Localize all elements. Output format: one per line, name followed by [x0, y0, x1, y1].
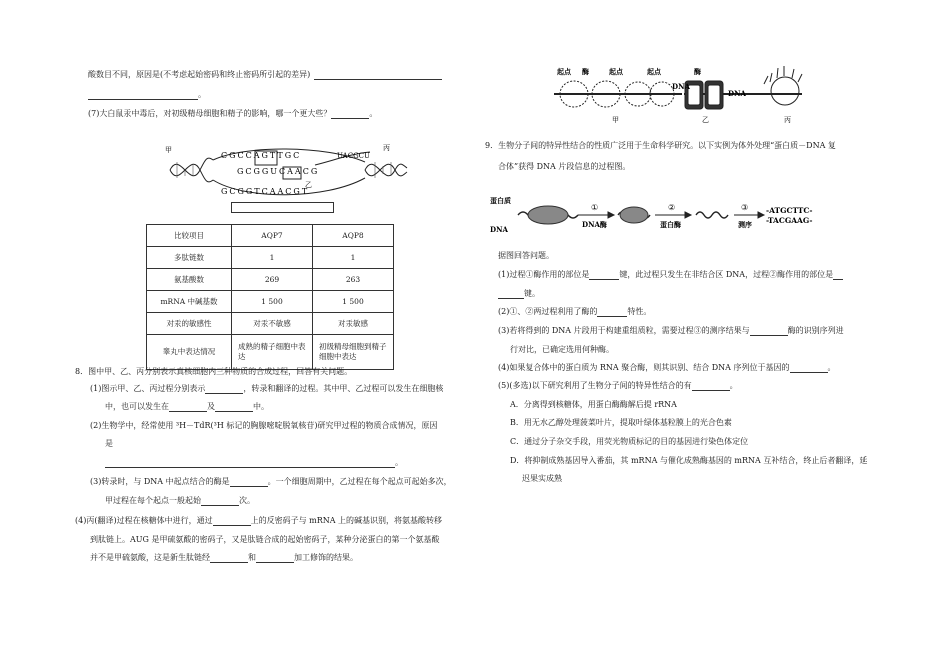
aqp-comparison-table	[146, 224, 394, 370]
table-cell: 成熟的精子细胞中表达	[232, 335, 313, 370]
figure-caption-box	[231, 202, 334, 213]
question-9-a: 9．生物分子间的特异性结合的性质广泛用于生命科学研究。以下实例为体外处理“蛋白质－DNA 复	[485, 141, 836, 150]
table-row	[147, 269, 394, 291]
table-cell: 对汞不敏感	[232, 313, 313, 335]
question-9-3a: (3)若将得到的 DNA 片段用于构建重组质粒，需要过程③的测序结果与 酶的识别序列进	[498, 326, 844, 335]
question-8-2c: 。	[105, 457, 403, 468]
question-8-2a: (2)生物学中，经常使用 ³H－TdR(³H 标记的胸腺嘧啶脱氧核苷)研究甲过程的物质合成情况，原因	[90, 421, 438, 430]
table-header: AQP8	[313, 225, 394, 247]
label-dna-1: DNA	[672, 82, 690, 91]
table-cell: 初级精母细胞到精子细胞中表达	[313, 335, 394, 370]
question-8-3c: 甲过程在每个起点一般起始 次。	[105, 496, 255, 505]
table-cell: 263	[313, 269, 394, 291]
table-row	[147, 247, 394, 269]
table-row	[147, 335, 394, 370]
label-sequencing: 测序	[738, 220, 752, 229]
enzyme-protease: 蛋白酶	[660, 220, 681, 229]
label-jia: 甲	[165, 146, 172, 154]
question-9-5: (5)(多选)以下研究利用了生物分子间的特异性结合的有 。	[498, 381, 738, 390]
enzyme-dnase: DNA酶	[582, 220, 607, 229]
question-8-1a: (1)图示甲、乙、丙过程分别表示 ，转录和翻译的过程。其中甲、乙过程可以发生在细胞核	[90, 384, 444, 393]
option-b: B．用无水乙醇处理菠菜叶片，提取叶绿体基粒膜上的光合色素	[510, 418, 732, 427]
question-8-2b: 是	[105, 439, 113, 448]
option-c: C．通过分子杂交手段，用荧光物质标记的目的基因进行染色体定位	[510, 437, 749, 446]
protein-dna-process-figure	[490, 195, 820, 235]
label-bing: 丙	[784, 116, 791, 124]
question-8-1c: 中，也可以发生在 及 中。	[105, 402, 269, 411]
table-cell: 1 500	[313, 291, 394, 313]
table-cell: 1	[232, 247, 313, 269]
table-cell: 1	[313, 247, 394, 269]
rna-tail: UACGCU	[337, 152, 370, 160]
top-sequence: CGCCAGTTGC	[221, 151, 302, 160]
question-9-2: (2)①、②两过程利用了酶的 特性。	[498, 307, 652, 316]
table-row	[147, 291, 394, 313]
sequence-2: -TACGAAG-	[766, 216, 813, 225]
option-d-2: 迟果实成熟	[522, 474, 562, 483]
step-1: ①	[591, 203, 599, 212]
mid-sequence: GCGGUCAACG	[237, 167, 320, 176]
question-8-intro: 8．图中甲、乙、丙分别表示真核细胞内三种物质的合成过程，回答有关问题。	[75, 367, 353, 376]
table-cell: 1 500	[232, 291, 313, 313]
table-header: AQP7	[232, 225, 313, 247]
question-9-1a: (1)过程①酶作用的部位是 键，此过程只发生在非结合区 DNA，过程②酶作用的部位是	[498, 269, 843, 280]
label-dna-2: DNA	[728, 89, 746, 98]
option-a: A．分离得到核糖体，用蛋白酶酶解后提 rRNA	[510, 400, 677, 409]
table-cell: 269	[232, 269, 313, 291]
table-cell: 睾丸中表达情况	[147, 335, 232, 370]
q-prev-line-2: 。	[88, 89, 206, 100]
table-cell: 对汞敏感	[313, 313, 394, 335]
table-cell: mRNA 中碱基数	[147, 291, 232, 313]
table-cell: 多肽链数	[147, 247, 232, 269]
label-qidian-2: 起点	[609, 67, 623, 76]
label-jia: 甲	[612, 116, 619, 124]
question-8-4a: (4)丙(翻译)过程在核糖体中进行，通过 上的反密码子与 mRNA 上的碱基识别，将氨基酸转移	[75, 516, 443, 525]
bottom-sequence: GCGGTCAACGT	[221, 187, 310, 196]
step-2: ②	[668, 203, 676, 212]
label-qidian-3: 起点	[647, 67, 661, 76]
replication-figure	[552, 64, 822, 126]
question-9-3c: 行对比，已确定选用何种酶。	[510, 345, 614, 354]
question-9-intro: 据图回答问题。	[498, 251, 554, 260]
label-protein: 蛋白质	[490, 196, 511, 205]
label-dna: DNA	[490, 225, 508, 234]
table-header: 比较项目	[147, 225, 232, 247]
label-bing: 丙	[383, 144, 390, 152]
question-8-4c: 到肽链上。AUG 是甲硫氨酸的密码子，又是肽链合成的起始密码子，某种分泌蛋白的第一个氨基酸	[90, 535, 440, 544]
label-mei-2: 酶	[694, 67, 701, 76]
sequence-1: -ATGCTTC-	[766, 206, 813, 215]
label-yi: 乙	[702, 116, 709, 124]
step-3: ③	[741, 203, 749, 212]
question-8-3a: (3)转录时，与 DNA 中起点结合的酶是 。一个细胞周期中，乙过程在每个起点可起始多次，	[90, 477, 452, 486]
q-prev-line-1: 酸数目不同，原因是(不考虑起始密码和终止密码所引起的差异)	[88, 69, 442, 80]
question-8-4d: 并不是甲硫氨酸，这是新生肽链经 和 加工修饰的结果。	[90, 553, 358, 562]
option-d-1: D．将抑制成熟基因导入番茄，其 mRNA 与催化成熟酶基因的 mRNA 互补结合，终止后者翻译，延	[510, 456, 868, 465]
table-row	[147, 313, 394, 335]
table-cell: 氨基酸数	[147, 269, 232, 291]
question-9-1c: 键。	[498, 288, 540, 299]
table-cell: 对汞的敏感性	[147, 313, 232, 335]
question-7: (7)大白鼠汞中毒后，对初级精母细胞和精子的影响，哪一个更大些？ 。	[88, 109, 378, 118]
label-yi: 乙	[305, 181, 312, 189]
question-9-b: 合体”获得 DNA 片段信息的过程图。	[498, 162, 631, 171]
label-qidian-1: 起点	[557, 67, 571, 76]
label-mei-1: 酶	[582, 67, 589, 76]
question-9-4: (4)如果复合体中的蛋白质为 RNA 聚合酶，则其识别、结合 DNA 序列位于基因的 。	[498, 363, 836, 372]
